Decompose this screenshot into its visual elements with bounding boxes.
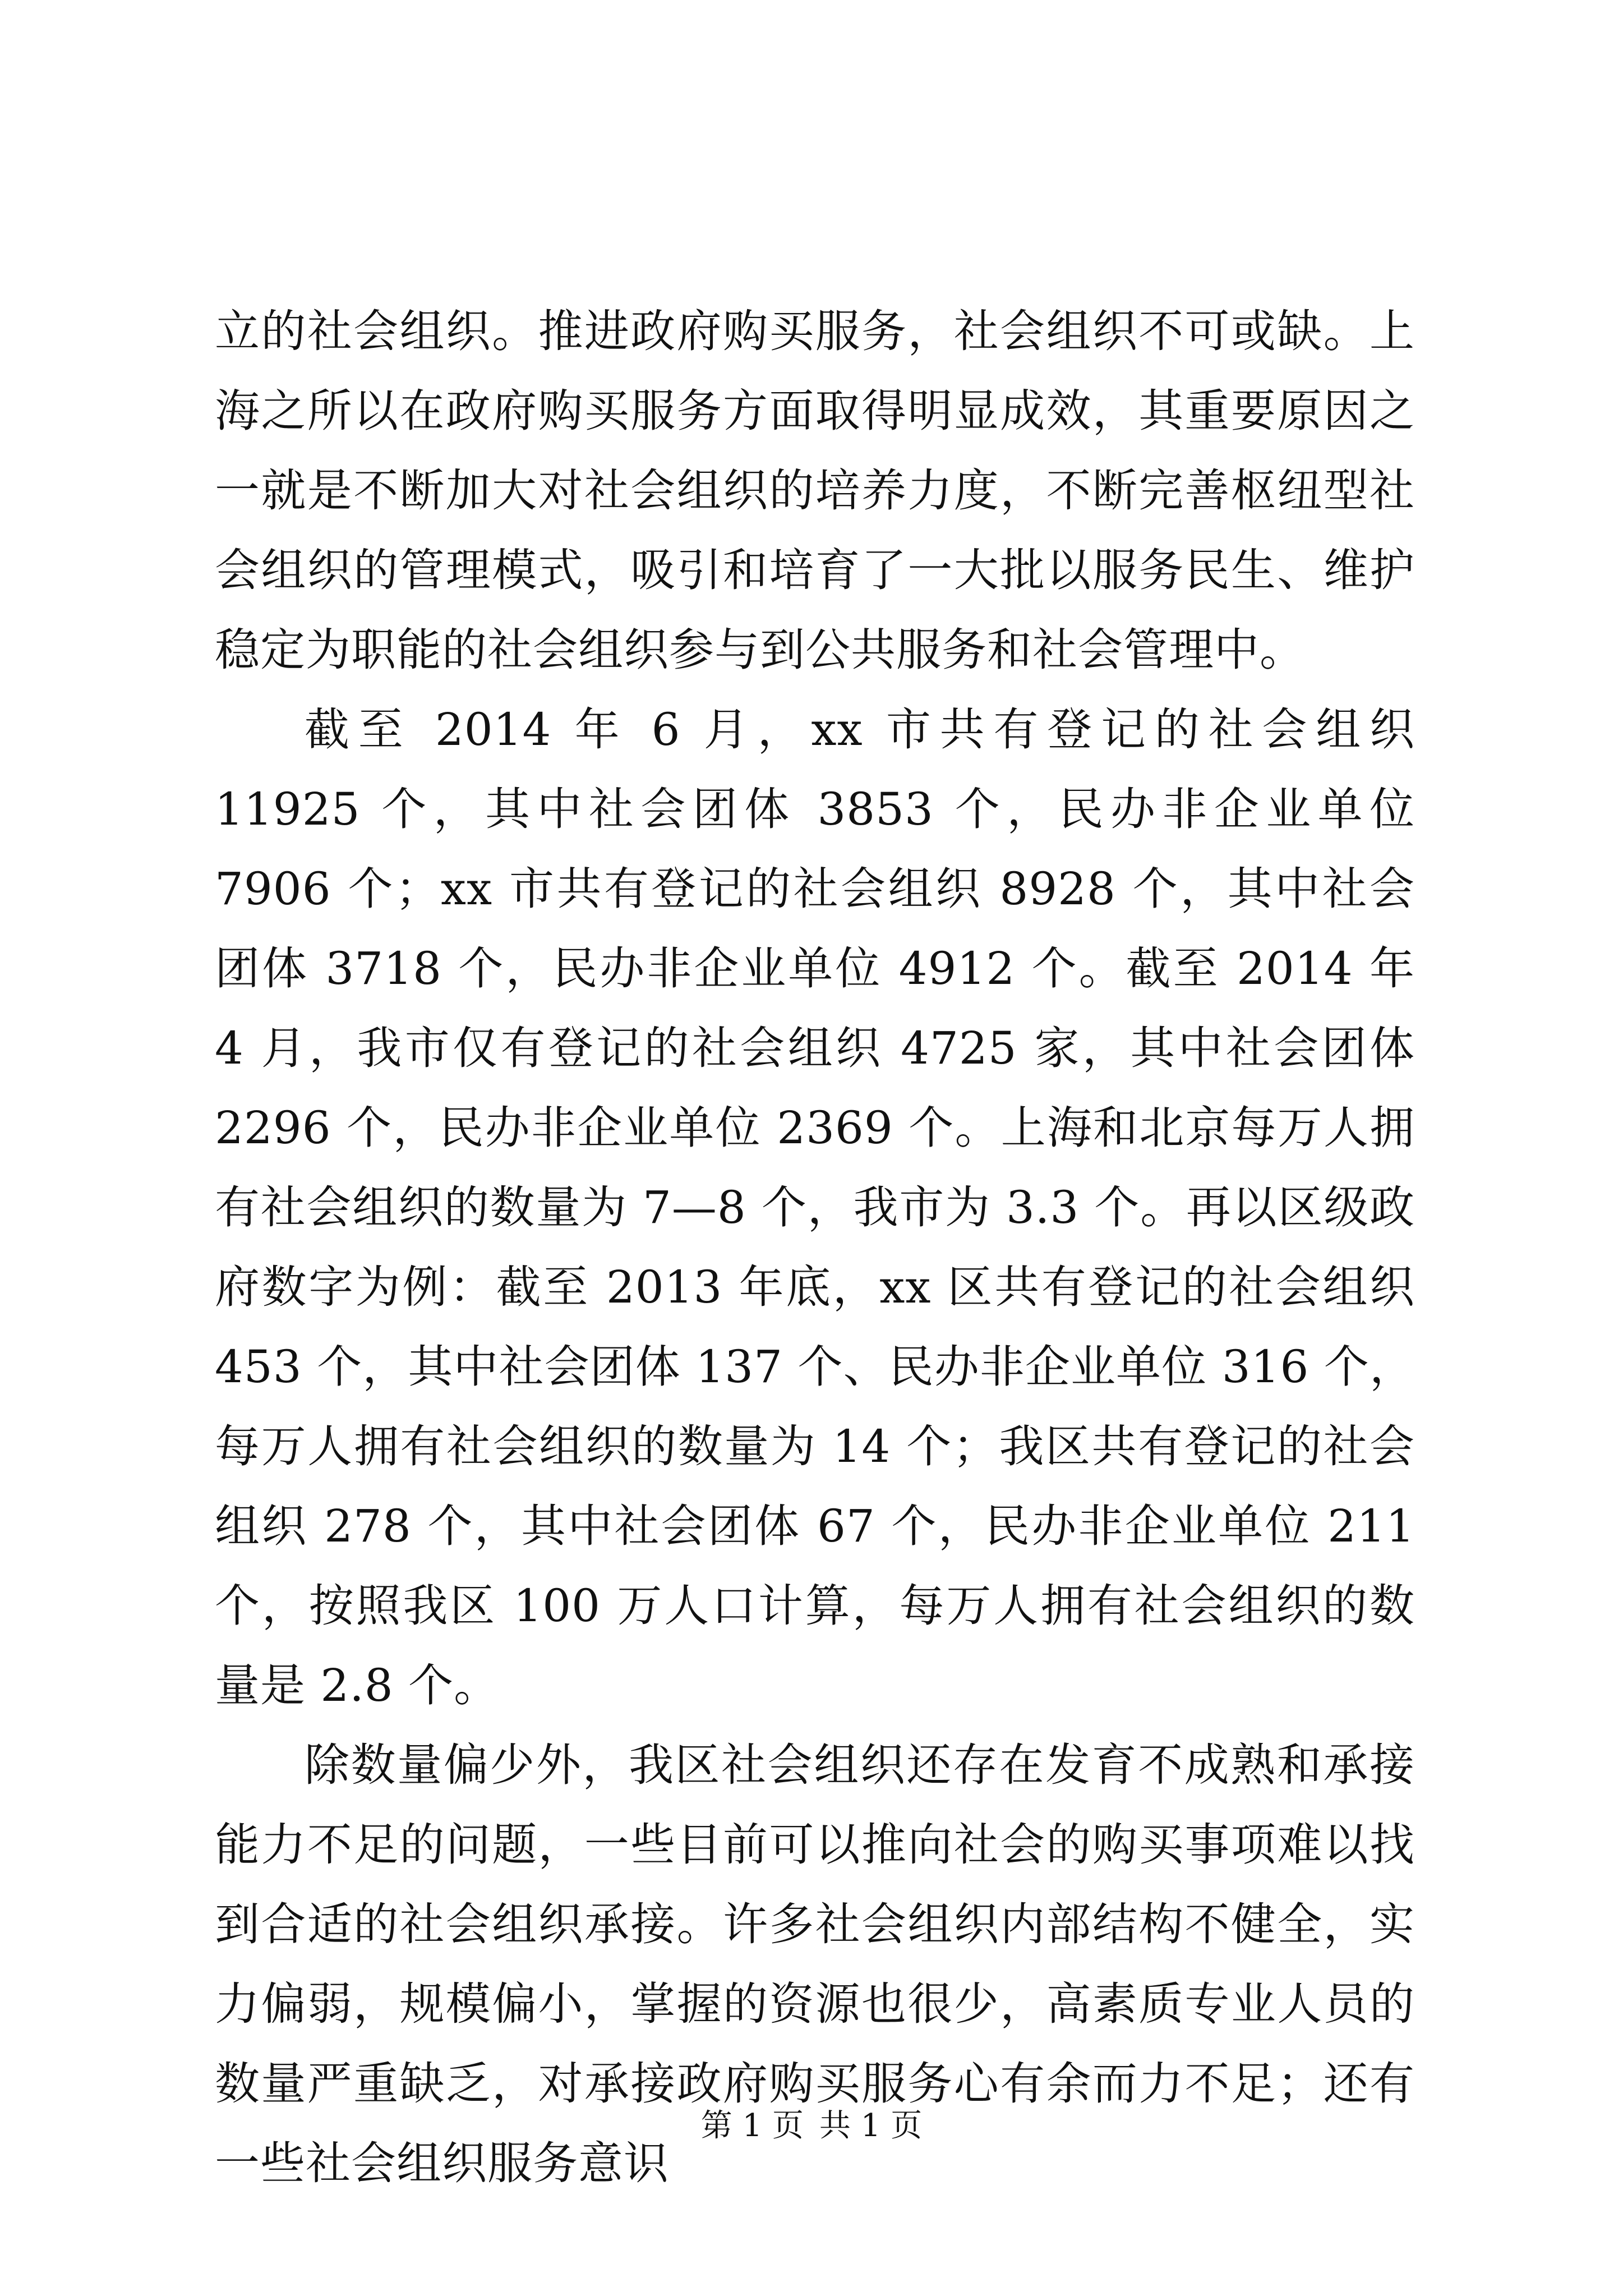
page-footer xyxy=(0,2104,1623,2148)
paragraph-3: 除数量偏少外，我区社会组织还存在发育不成熟和承接能力不足的问题，一些目前可以推向社会的购买事项难以找到合适的社会组织承接。许多社会组织内部结构不健全，实力偏弱，规模偏小，掌握的资源也很少，高素质专业人员的数量严重缺乏，对承接政府购买服务心有余而力不足；还有一些社会组织服务意识 xyxy=(215,1739,1415,2189)
page-total: 共 1 页 xyxy=(819,2108,923,2144)
page-number: 第 1 页 xyxy=(700,2108,804,2144)
document-body xyxy=(215,292,1415,2203)
paragraph-2: 截至 2014 年 6 月，xx 市共有登记的社会组织 11925 个，其中社会团体 3853 个，民办非企业单位 7906 个；xx 市共有登记的社会组织 8928 个，其中社会团体 3718 个，民办非企业单位 4912 个。截至 2014 年 4 月，我市仅有登记的社会组织 4725 家，其中社会团体 2296 个，民办非企业单位 2369 个。上海和北京每万人拥有社会组织的数量为 7—8 个，我市为 3.3 个。再以区级政府数字为例：截至 2013 年底，xx 区共有登记的社会组织 453 个，其中社会团体 137 个、民办非企业单位 316 个，每万人拥有社会组织的数量为 14 个；我区共有登记的社会组织 278 个，其中社会团体 67 个，民办非企业单位 211 个，按照我区 100 万人口计算，每万人拥有社会组织的数量是 2.8 个。 xyxy=(215,703,1415,1711)
paragraph-1: 立的社会组织。推进政府购买服务，社会组织不可或缺。上海之所以在政府购买服务方面取得明显成效，其重要原因之一就是不断加大对社会组织的培养力度，不断完善枢纽型社会组织的管理模式，吸引和培育了一大批以服务民生、维护稳定为职能的社会组织参与到公共服务和社会管理中。 xyxy=(215,305,1415,676)
